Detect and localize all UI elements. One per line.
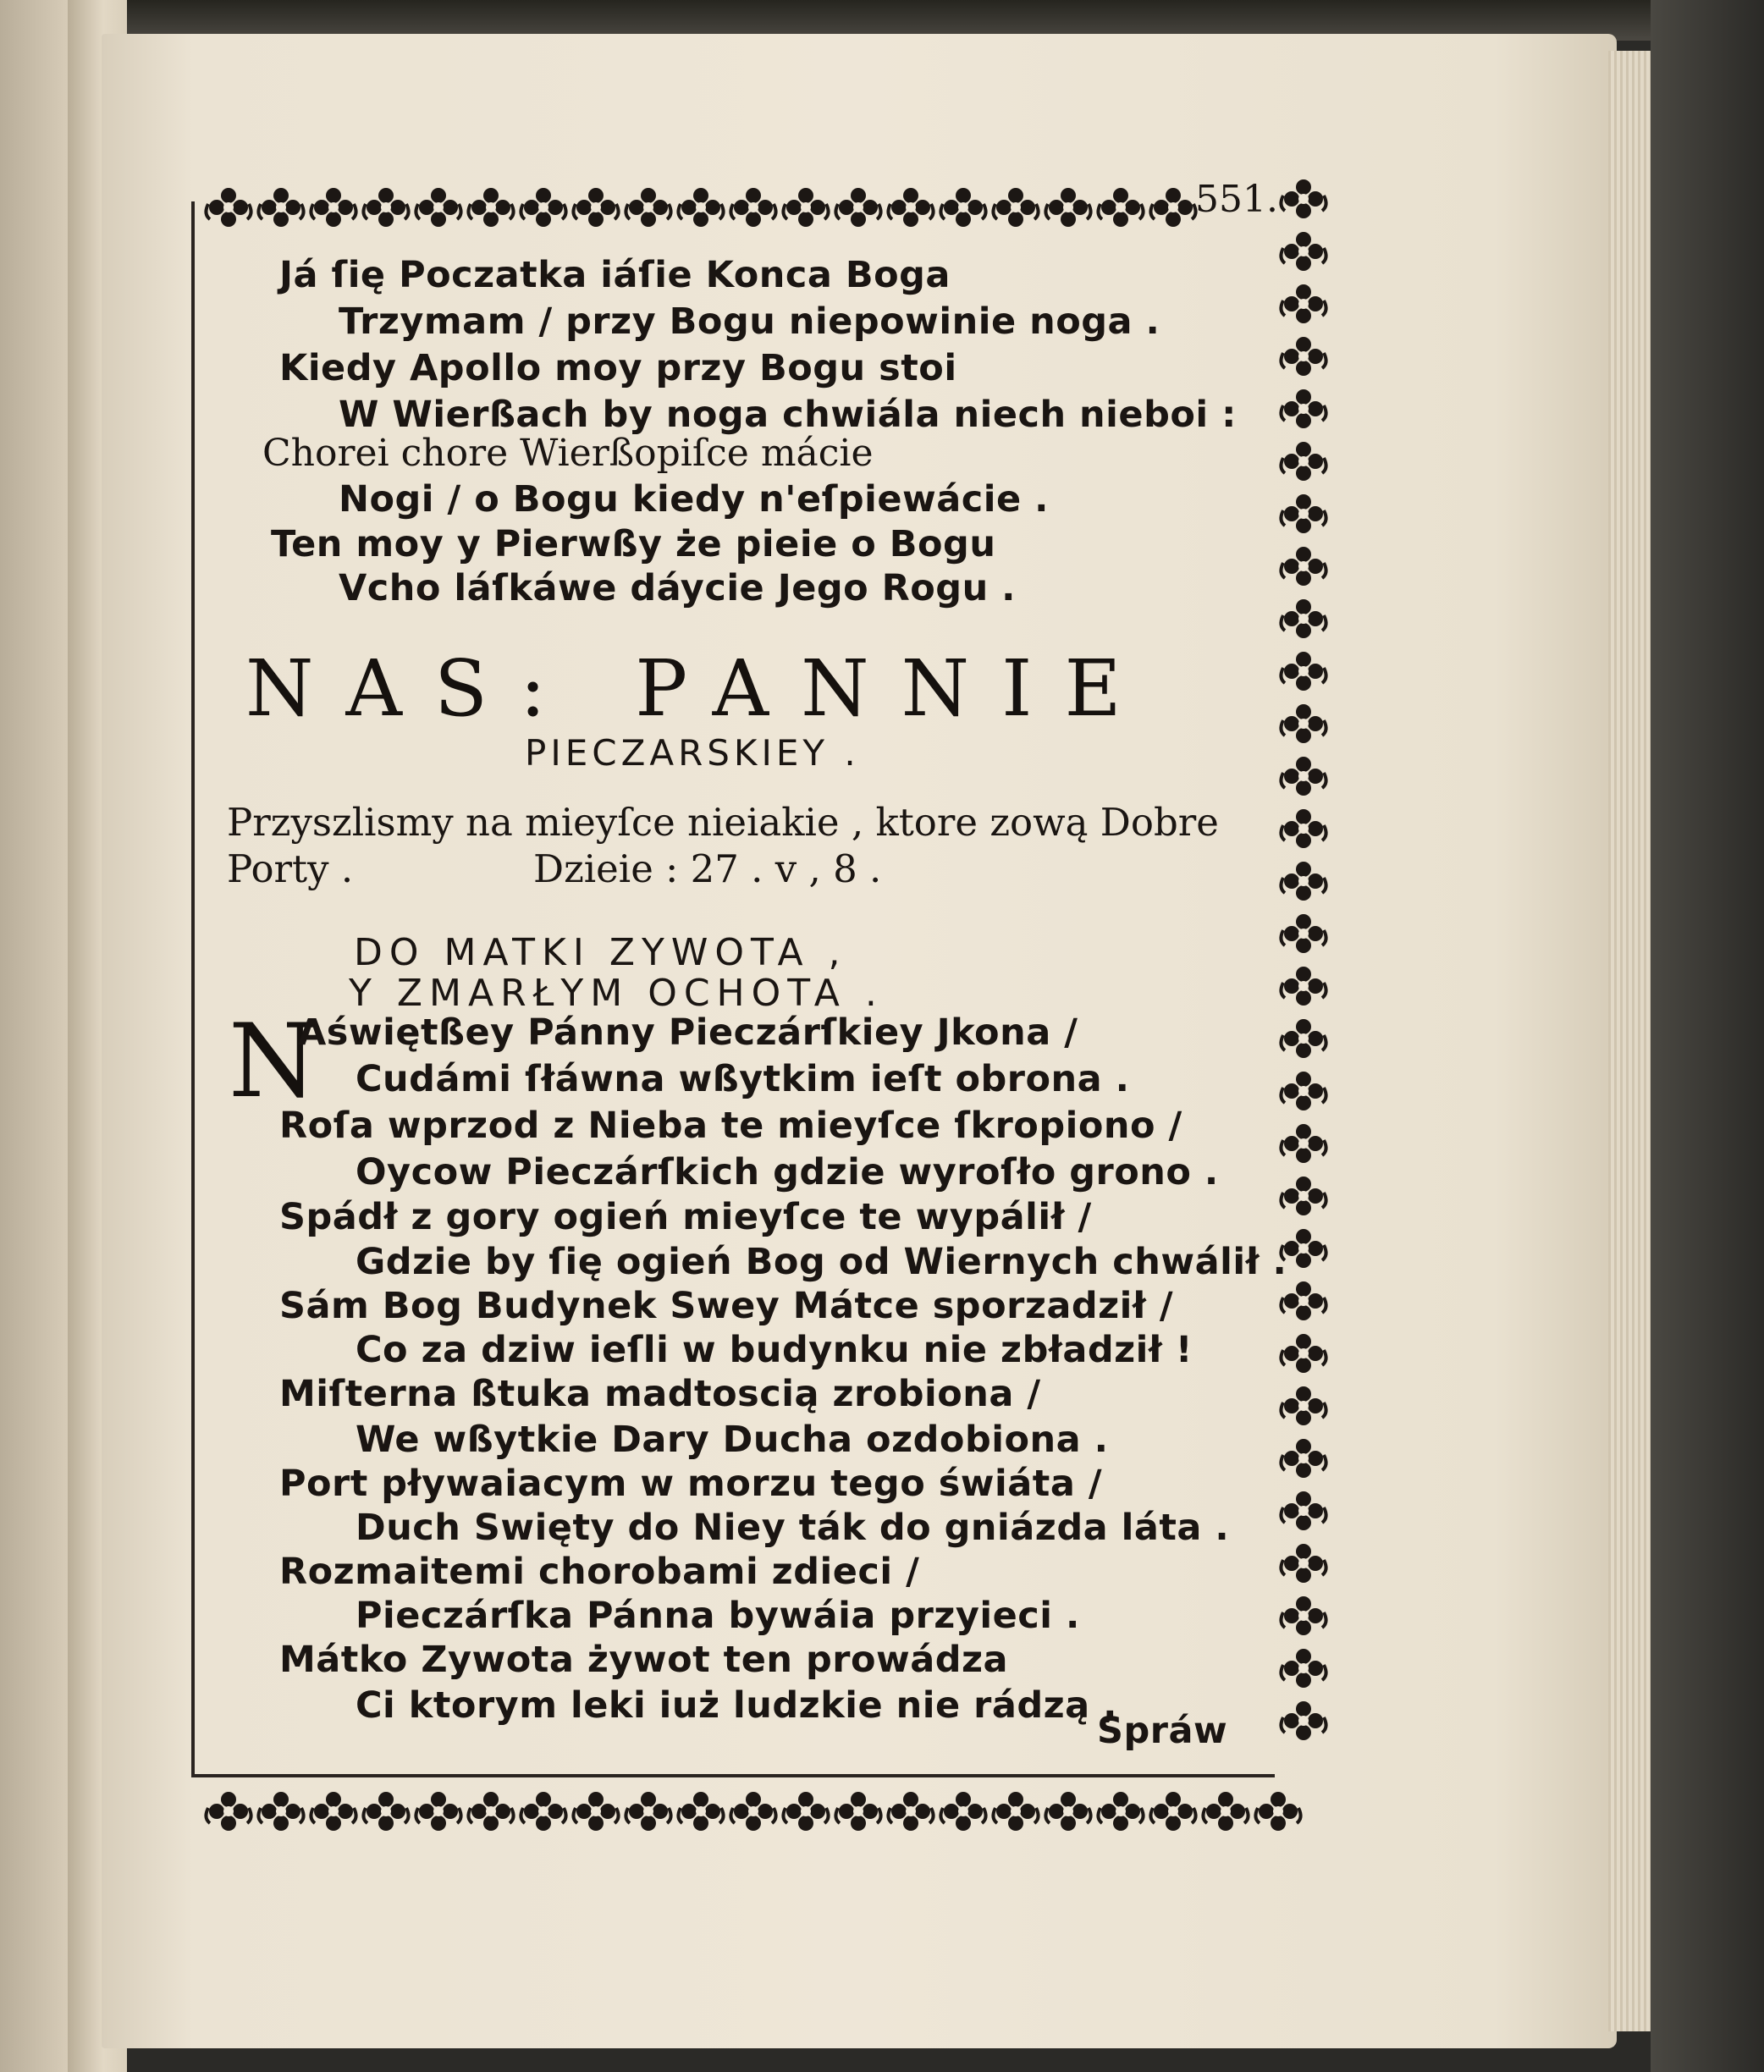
fleuron-ornament <box>1281 652 1326 691</box>
fleuron-ornament <box>783 1792 828 1831</box>
poem2-line: Port pływaiacym w morzu tego świáta / <box>279 1463 1103 1505</box>
ornament-border-right <box>1270 174 1337 1782</box>
fleuron-ornament <box>1281 1019 1326 1058</box>
fleuron-ornament <box>1281 1491 1326 1530</box>
fleuron-ornament <box>416 188 460 227</box>
fleuron-ornament <box>678 188 723 227</box>
fleuron-ornament <box>1281 389 1326 428</box>
fleuron-ornament <box>1281 1124 1326 1163</box>
poem2-line: Co za dziw ieſli w budynku nie zbładził ! <box>356 1329 1193 1371</box>
poem2-line: We wßytkie Dary Ducha ozdobiona . <box>356 1419 1109 1461</box>
fleuron-ornament <box>1281 1177 1326 1215</box>
fleuron-ornament <box>521 188 565 227</box>
fleuron-ornament <box>1281 232 1326 271</box>
poem2-line: Ci ktorym leki iuż ludzkie nie rádzą , <box>356 1684 1117 1727</box>
page-number: 551. <box>1195 178 1278 221</box>
fleuron-ornament <box>1045 188 1090 227</box>
frame-bottom-rule <box>191 1774 1275 1777</box>
poem1-line: W Wierßach by noga chwiála niech nieboi : <box>339 394 1237 436</box>
poem2-line: Roſa wprzod z Nieba te mieyſce ſkropiono / <box>279 1105 1182 1147</box>
fleuron-ornament <box>1281 1544 1326 1583</box>
fleuron-ornament <box>311 188 356 227</box>
fleuron-ornament <box>1281 1229 1326 1268</box>
fleuron-ornament <box>1281 1439 1326 1478</box>
fleuron-ornament <box>888 1792 933 1831</box>
fleuron-ornament <box>1281 337 1326 376</box>
quote-line-1: Przyszlismy na mieyſce nieiakie , ktore zową Dobre <box>227 800 1219 845</box>
poem2-line: Cudámi ſłáwna wßytkim ieſt obrona . <box>356 1058 1130 1100</box>
fleuron-ornament <box>521 1792 565 1831</box>
quote-line-2a: Porty . <box>227 846 354 891</box>
poem1-line: Nogi / o Bogu kiedy n'eſpiewácie . <box>339 478 1049 521</box>
fleuron-ornament <box>1255 1792 1300 1831</box>
fleuron-ornament <box>363 1792 408 1831</box>
poem2-line: Miſterna ßtuka madtoscią zrobiona / <box>279 1373 1041 1415</box>
fleuron-ornament <box>416 1792 460 1831</box>
poem1-line: Trzymam / przy Bogu niepowinie noga . <box>339 300 1160 343</box>
fleuron-ornament <box>835 188 880 227</box>
fleuron-ornament <box>1281 547 1326 586</box>
fleuron-ornament <box>1150 1792 1195 1831</box>
fleuron-ornament <box>1098 1792 1143 1831</box>
quote-line-2b: Dzieie : 27 . v , 8 . <box>533 846 882 891</box>
fleuron-ornament <box>363 188 408 227</box>
fleuron-ornament <box>1281 1386 1326 1425</box>
fleuron-ornament <box>1281 599 1326 638</box>
fleuron-ornament <box>730 1792 775 1831</box>
fleuron-ornament <box>1045 1792 1090 1831</box>
drop-cap: N <box>229 1003 317 1121</box>
catchword: Spráw <box>1097 1710 1228 1752</box>
poem1-line: Kiedy Apollo moy przy Bogu stoi <box>279 347 957 389</box>
fleuron-ornament <box>1281 179 1326 218</box>
poem1-line: Chorei chore Wierßopiſce mácie <box>262 432 874 475</box>
fleuron-ornament <box>993 188 1038 227</box>
fleuron-ornament <box>1281 809 1326 848</box>
fleuron-ornament <box>1281 1281 1326 1320</box>
poem2-line: Oycow Pieczárſkich gdzie wyroſło grono . <box>356 1151 1219 1193</box>
book-cover-right <box>1651 0 1764 2072</box>
fleuron-ornament <box>1281 914 1326 953</box>
fleuron-ornament <box>1281 704 1326 743</box>
poem2-line: Duch Swięty do Niey ták do gniázda láta . <box>356 1507 1230 1549</box>
fleuron-ornament <box>730 188 775 227</box>
fleuron-ornament <box>940 1792 985 1831</box>
fleuron-ornament <box>1281 967 1326 1006</box>
fleuron-ornament <box>573 188 618 227</box>
fleuron-ornament <box>1281 1072 1326 1110</box>
poem2-line: Gdzie by ſię ogień Bog od Wiernych chwálił . <box>356 1241 1287 1283</box>
ornament-border-bottom <box>203 1777 1354 1845</box>
poem2-line: Sám Bog Budynek Swey Mátce sporzadził / <box>279 1285 1174 1327</box>
fleuron-ornament <box>1281 1596 1326 1635</box>
poem1-line: Ten moy y Pierwßy że pieie o Bogu <box>271 523 996 565</box>
fleuron-ornament <box>1281 494 1326 533</box>
fleuron-ornament <box>888 188 933 227</box>
fleuron-ornament <box>1281 442 1326 481</box>
fleuron-ornament <box>1281 284 1326 323</box>
fleuron-ornament <box>1281 1334 1326 1373</box>
fleuron-ornament <box>1281 1649 1326 1688</box>
poem2-line: Mátko Zywota żywot ten prowádza <box>279 1639 1009 1681</box>
heading-title: NAS: PANNIE <box>245 643 1154 734</box>
heading-subtitle: PIECZARSKIEY . <box>525 732 860 774</box>
motto-line-1: DO MATKI ZYWOTA , <box>354 931 847 974</box>
poem1-line: Já ſię Poczatka iáſie Konca Boga <box>279 254 951 296</box>
fleuron-ornament <box>258 1792 303 1831</box>
fleuron-ornament <box>311 1792 356 1831</box>
fleuron-ornament <box>573 1792 618 1831</box>
fleuron-ornament <box>783 188 828 227</box>
fleuron-ornament <box>468 1792 513 1831</box>
poem2-line: Spádł z gory ogień mieyſce te wypálił / <box>279 1196 1092 1238</box>
fleuron-ornament <box>1203 1792 1248 1831</box>
fleuron-ornament <box>940 188 985 227</box>
motto-line-2: Y ZMARŁYM OCHOTA . <box>349 972 884 1015</box>
fleuron-ornament <box>206 1792 251 1831</box>
frame-left-rule <box>191 201 195 1776</box>
poem2-line: Pieczárſka Pánna bywáia przyieci . <box>356 1595 1080 1637</box>
ornament-border-top <box>203 174 1202 241</box>
fleuron-ornament <box>468 188 513 227</box>
fleuron-ornament <box>626 188 670 227</box>
fleuron-ornament <box>678 1792 723 1831</box>
fleuron-ornament <box>993 1792 1038 1831</box>
fleuron-ornament <box>1281 1701 1326 1740</box>
fleuron-ornament <box>1098 188 1143 227</box>
poem2-line: Rozmaitemi chorobami zdieci / <box>279 1551 920 1593</box>
fleuron-ornament <box>1281 862 1326 901</box>
fleuron-ornament <box>626 1792 670 1831</box>
fleuron-ornament <box>1281 757 1326 796</box>
fleuron-ornament <box>1150 188 1195 227</box>
poem1-line: Vcho láſkáwe dáycie Jego Rogu . <box>339 567 1016 609</box>
fleuron-ornament <box>258 188 303 227</box>
poem2-line: Aświętßey Pánny Pieczárſkiey Jkona / <box>298 1011 1078 1054</box>
fleuron-ornament <box>206 188 251 227</box>
fleuron-ornament <box>835 1792 880 1831</box>
